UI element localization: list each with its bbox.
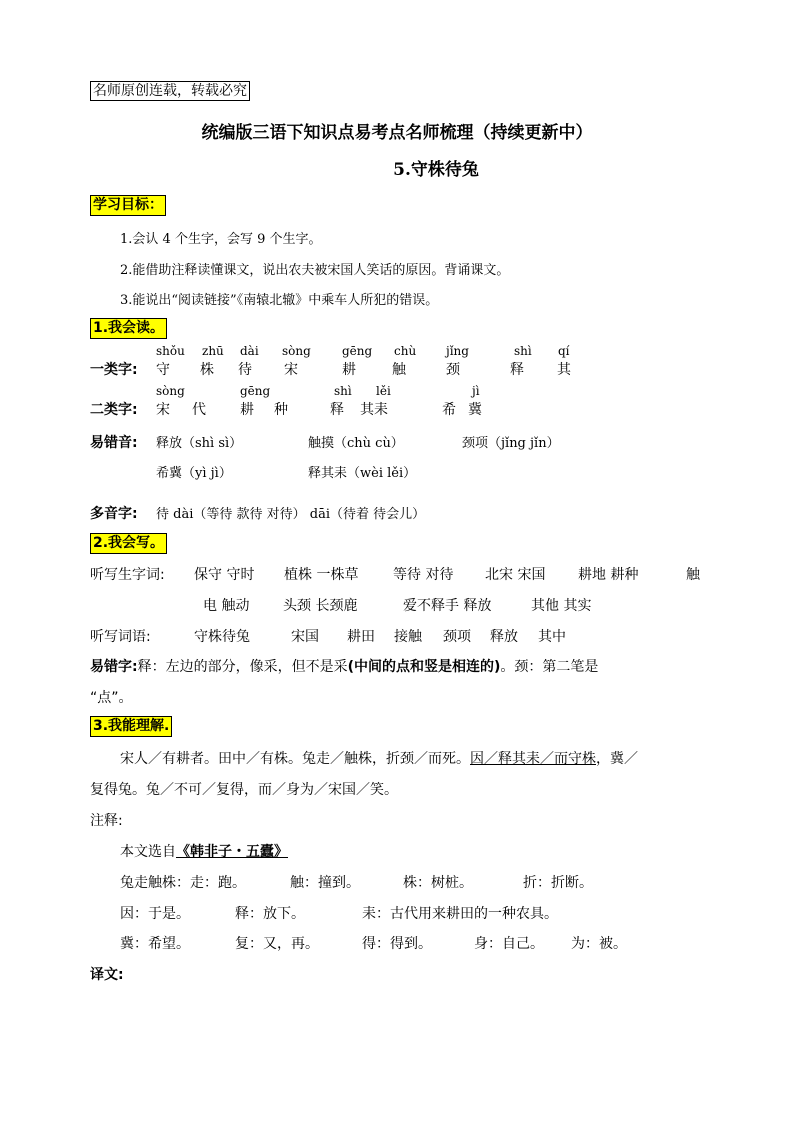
passage-line-1 — [120, 748, 638, 768]
pinyin: sòng — [282, 344, 311, 358]
character: 守 — [156, 362, 170, 378]
section-write-heading: 2.我会写。 — [90, 533, 167, 554]
character: 种 — [274, 402, 288, 418]
note-item: 兔走触株：走：跑。 — [120, 875, 246, 891]
passage-text: 宋人／有耕者。田中／有株。兔走／触株，折颈／而死。 — [120, 751, 470, 767]
translation-label: 译文: — [90, 967, 124, 983]
character: 株 — [200, 362, 214, 378]
character: 希 — [442, 402, 456, 418]
notes-label: 注释: — [90, 813, 123, 829]
pinyin: shì — [334, 384, 352, 398]
wrongchar-text: 。颈：第二笔是 — [500, 659, 599, 675]
note-item: 触：撞到。 — [290, 875, 360, 891]
polyphone-label: 多音字: — [90, 506, 138, 522]
character: 耕 — [342, 362, 356, 378]
pinyin: zhū — [202, 344, 224, 358]
word-item: 颈项 — [443, 629, 471, 645]
word-item: 接触 — [394, 629, 422, 645]
dictation-item: 保守 守时 — [194, 567, 255, 583]
character: 耕 — [240, 402, 254, 418]
dictation-item: 耕地 耕种 — [578, 567, 639, 583]
pinyin: gēng — [240, 384, 271, 398]
polyphone-text: 待 dài（等待 款待 对待） dāi（待着 待会儿） — [156, 507, 426, 522]
character: 代 — [192, 402, 206, 418]
misread-label: 易错音: — [90, 435, 138, 451]
misread-item: 触摸（chù cù） — [308, 436, 404, 451]
pinyin: shǒu — [156, 344, 185, 358]
character: 触 — [392, 362, 406, 378]
pinyin: dài — [240, 344, 259, 358]
character: 冀 — [468, 402, 482, 418]
note-item: 为：被。 — [571, 936, 627, 952]
note-item: 身：自己。 — [474, 936, 544, 952]
character: 宋 — [156, 402, 170, 418]
dictation-item: 植株 一株草 — [284, 567, 359, 583]
character: 其耒 — [360, 402, 388, 418]
dictation-item: 头颈 长颈鹿 — [283, 598, 358, 614]
words-label: 听写词语: — [90, 629, 151, 645]
note-item: 得：得到。 — [362, 936, 432, 952]
word-item: 宋国 — [291, 629, 319, 645]
passage-text: ，冀／ — [596, 751, 638, 767]
note-item: 复：又，再。 — [235, 936, 319, 952]
pinyin: qí — [558, 344, 570, 358]
misread-item: 希冀（yì jì） — [156, 466, 232, 481]
objective-3: 3.能说出“阅读链接”《南辕北辙》中乘车人所犯的错误。 — [120, 293, 439, 308]
note-item: 耒：古代用来耕田的一种农具。 — [362, 906, 558, 922]
copyright-notice: 名师原创连载，转载必究 — [90, 81, 250, 101]
notes-source — [120, 841, 288, 861]
lesson-title: 5.守株待兔 — [393, 160, 479, 180]
pinyin: jì — [472, 384, 480, 398]
wrongchar-text: 释：左边的部分，像采，但不是采 — [137, 659, 348, 675]
objective-1: 1.会认 4 个生字，会写 9 个生字。 — [120, 232, 322, 247]
word-item: 其中 — [538, 629, 566, 645]
wrongchar-emphasis: (中间的点和竖是相连的) — [347, 659, 501, 675]
pinyin: shì — [514, 344, 532, 358]
character: 宋 — [284, 362, 298, 378]
pinyin: chù — [394, 344, 417, 358]
character: 释 — [510, 362, 524, 378]
dictation-item: 北宋 宋国 — [485, 567, 546, 583]
section-read-heading: 1.我会读。 — [90, 318, 167, 339]
wrongchar-label: 易错字: — [90, 659, 138, 675]
dictation-label: 听写生字词: — [90, 567, 165, 583]
character: 颈 — [446, 362, 460, 378]
section-goals-heading: 学习目标： — [90, 195, 166, 216]
dictation-item: 触 — [686, 567, 700, 583]
word-item: 耕田 — [347, 629, 375, 645]
note-item: 株：树桩。 — [403, 875, 473, 891]
passage-line-2: 复得兔。兔／不可／复得，而／身为／宋国／笑。 — [90, 782, 398, 798]
objective-2: 2.能借助注释读懂课文，说出农夫被宋国人笑话的原因。背诵课文。 — [120, 263, 510, 278]
section-understand-heading: 3.我能理解. — [90, 716, 172, 737]
pinyin: sòng — [156, 384, 185, 398]
dictation-item: 电 触动 — [203, 598, 250, 614]
dictation-item: 爱不释手 释放 — [403, 598, 492, 614]
note-item: 折：折断。 — [523, 875, 593, 891]
character: 其 — [557, 362, 571, 378]
character: 待 — [238, 362, 252, 378]
dictation-item: 等待 对待 — [393, 567, 454, 583]
word-item: 守株待兔 — [194, 629, 250, 645]
notes-source-title: 《韩非子・五蠹》 — [176, 844, 288, 860]
dictation-item: 其他 其实 — [531, 598, 592, 614]
misread-item: 颈项（jǐng jǐn） — [462, 436, 560, 451]
misread-item: 释其耒（wèi lěi） — [308, 466, 417, 481]
note-item: 释：放下。 — [235, 906, 305, 922]
notes-source-prefix: 本文选自 — [120, 844, 176, 860]
wrongchar-line-1 — [90, 656, 598, 676]
document-title: 统编版三语下知识点易考点名师梳理（持续更新中） — [201, 123, 593, 143]
wrongchar-line-2: “点”。 — [90, 690, 133, 706]
class2-label: 二类字: — [90, 402, 138, 418]
character: 释 — [330, 402, 344, 418]
pinyin: gēng — [342, 344, 373, 358]
pinyin: jǐng — [446, 344, 469, 358]
misread-item: 释放（shì sì） — [156, 436, 243, 451]
passage-underlined: 因／释其耒／而守株 — [470, 751, 596, 767]
note-item: 冀：希望。 — [120, 936, 190, 952]
note-item: 因：于是。 — [120, 906, 190, 922]
class1-label: 一类字: — [90, 362, 138, 378]
word-item: 释放 — [490, 629, 518, 645]
pinyin: lěi — [376, 384, 391, 398]
